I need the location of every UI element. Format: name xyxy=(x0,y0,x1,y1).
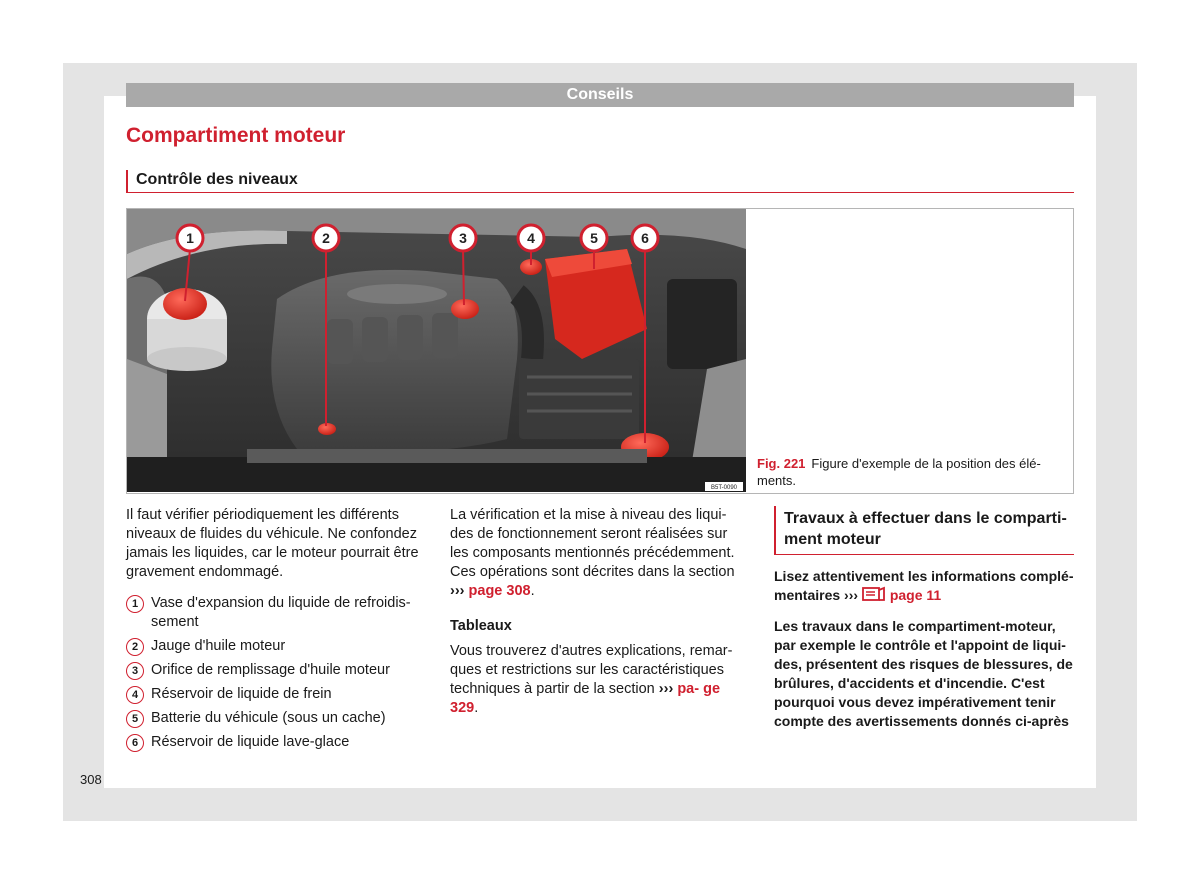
section-header: Conseils xyxy=(126,83,1074,107)
page-number: 308 xyxy=(80,772,102,787)
item-number: 6 xyxy=(126,734,144,752)
section-subtitle: Contrôle des niveaux xyxy=(126,170,1074,193)
item-text: Réservoir de liquide de frein xyxy=(151,686,332,702)
warning-read-note xyxy=(774,567,1074,605)
svg-text:3: 3 xyxy=(459,230,467,246)
crossref-arrow-icon: ››› xyxy=(450,583,465,599)
warning-heading: Travaux à effectuer dans le comparti- ment moteur xyxy=(774,506,1074,555)
item-number: 3 xyxy=(126,662,144,680)
callout-4 xyxy=(518,225,544,251)
procedure-text: La vérification et la mise à niveau des liqui- des de fonctionnement seront réalisées sur les composants mentionnés précédemment. Ces opérations sont décrites dans la section xyxy=(450,507,735,580)
svg-text:2: 2 xyxy=(322,230,330,246)
page-308-link[interactable]: page 308 xyxy=(468,583,531,599)
item-text: Réservoir de liquide lave-glace xyxy=(151,734,350,750)
crossref-arrow-icon: ››› xyxy=(658,681,674,697)
warning-box xyxy=(774,506,1074,731)
list-item xyxy=(126,709,432,728)
intro-paragraph: Il faut vérifier périodiquement les différents niveaux de fluides du véhicule. Ne confondez jamais les liquides, car le moteur pourrait être gravement endommagé. xyxy=(126,507,419,580)
svg-text:6: 6 xyxy=(641,230,649,246)
tables-paragraph xyxy=(450,642,748,718)
figure-caption xyxy=(757,455,1062,489)
item-text: Batterie du véhicule (sous un cache) xyxy=(151,710,386,726)
callout-1 xyxy=(177,225,203,251)
page-title: Compartiment moteur xyxy=(126,124,346,147)
figure-label: Fig. 221 xyxy=(757,456,806,471)
component-list xyxy=(126,594,432,752)
procedure-paragraph xyxy=(450,506,748,601)
item-number: 1 xyxy=(126,595,144,613)
list-item xyxy=(126,637,432,656)
svg-text:1: 1 xyxy=(186,230,194,246)
list-item xyxy=(126,685,432,704)
item-text: Jauge d'huile moteur xyxy=(151,638,286,654)
engine-bay-illustration xyxy=(127,209,746,492)
callout-2 xyxy=(313,225,339,251)
callout-3 xyxy=(450,225,476,251)
item-text: Vase d'expansion du liquide de refroidis- sement xyxy=(151,595,411,630)
figure-caption-text: Figure d'exemple de la position des élé- ments. xyxy=(757,456,1041,488)
procedure-end: . xyxy=(530,583,535,599)
item-number: 4 xyxy=(126,686,144,704)
svg-text:4: 4 xyxy=(527,230,535,246)
item-number: 2 xyxy=(126,638,144,656)
read-note-text: Lisez attentivement les informations complé- mentaires xyxy=(774,568,1074,603)
tables-text: Vous trouverez d'autres explications, remar- ques et restrictions sur les caractéristiques techniques à partir de la section xyxy=(450,643,733,697)
list-item xyxy=(126,594,432,632)
crossref-arrow-icon: ››› xyxy=(844,587,859,603)
figure-code: B5T-0090 xyxy=(710,485,738,491)
list-item xyxy=(126,733,432,752)
page-329-link[interactable]: pa- ge 329 xyxy=(450,681,721,716)
callout-5 xyxy=(581,225,607,251)
booklet-icon xyxy=(862,586,886,602)
column-2 xyxy=(450,506,748,718)
svg-text:5: 5 xyxy=(590,230,598,246)
list-item xyxy=(126,661,432,680)
callout-6 xyxy=(632,225,658,251)
page-11-link[interactable]: page 11 xyxy=(889,587,942,603)
item-text: Orifice de remplissage d'huile moteur xyxy=(151,662,390,678)
item-number: 5 xyxy=(126,710,144,728)
column-1 xyxy=(126,506,432,757)
tables-heading: Tableaux xyxy=(450,618,512,634)
warning-body: Les travaux dans le compartiment-moteur, par exemple le contrôle et l'appoint de liqui- des, présentent des risques de blessures, de brûlures, d'accidents et d'incendie. C'est pourquoi vous devez impérativement tenir compte des avertissements donnés ci-après xyxy=(774,618,1073,729)
tables-end: . xyxy=(474,700,479,716)
